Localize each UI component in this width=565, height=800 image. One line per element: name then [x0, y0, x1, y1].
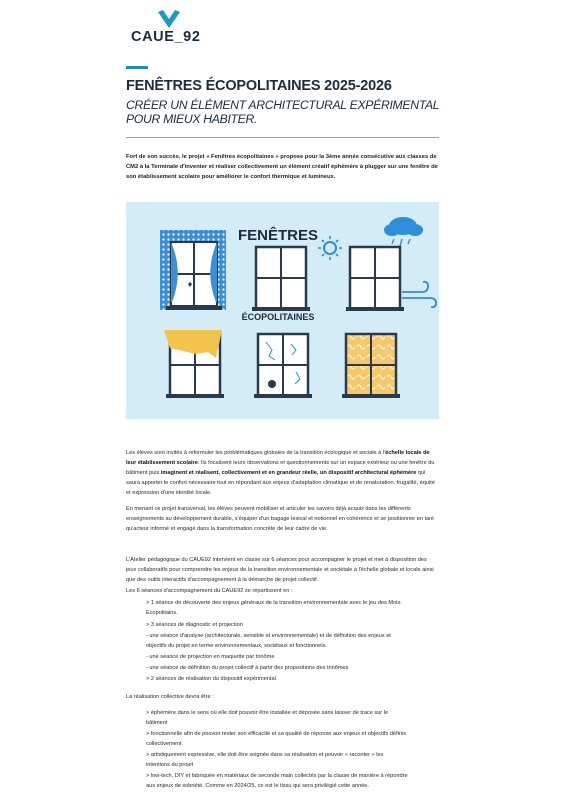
intro-paragraph: Fort de son succès, le projet « Fenêtres écopolitaines » propose pour la 3ème année consécutive aux classes de CM2 à la Terminale d'inventer et réaliser collectivement un élément créatif éphémère à plugger sur une fenêtre de son établissement scolaire pour améliorer le confort thermique et lumineux. — [126, 154, 438, 180]
page-subtitle: CRÉER UN ÉLÉMENT ARCHITECTURAL EXPÉRIMENTAL POUR MIEUX HABITER. — [126, 98, 440, 126]
realisation-item: > fonctionnelle afin de pouvoir tester son efficacité et sa qualité de réponse aux enjeux et objectifs définis — [146, 731, 407, 737]
realisation-title: La réalisation collective devra être : — [126, 694, 214, 700]
sun-icon — [318, 236, 342, 260]
session-item: - une séance d'analyse (architecturale, sensible et environnementale) et de définition des enjeux et — [146, 633, 391, 639]
session-item: - une séance de projection en maquette par trinôme — [146, 654, 275, 660]
illustration-windows — [126, 202, 439, 419]
cloud-rain-icon — [384, 217, 423, 246]
divider — [126, 137, 439, 138]
windows-illustration — [126, 202, 439, 419]
realisation-item: aux enjeux de sobriété. Comme en 2024/25, ce est le tissu qui sera privilégié cette année. — [146, 783, 369, 789]
session-item: > 2 séances de réalisation du dispositif expérimental — [146, 676, 276, 682]
p1-bold-b: échelle locale de leur établissement scolaire — [126, 450, 430, 466]
p1-text-e: qui saura apporter le confort nécessaire tout en répondant aux enjeux d'adaptation climatique et de renaturation, frugalité, équité et expression d'une identité locale. — [126, 470, 435, 496]
body-paragraph-2: En menant ce projet transversal, les élèves peuvent mobiliser et articuler les savoirs déjà acquis dans les différents enseignements au développement durable, s'équiper d'un bagage lexical et notionnel en cohérence et se positionner en tant qu'acteur informé et engagé dans la transformation concrète de leur cadre de vie. — [126, 506, 434, 532]
wind-icon — [402, 282, 436, 307]
logo-text: CAUE_92 — [131, 29, 201, 45]
session-item: > 1 séance de découverte des enjeux généraux de la transition environnementale avec le jeu des Mots — [146, 600, 401, 606]
p1-bold-d: imaginent et réalisent, collectivement et en grandeur réelle, un dispositif architectural éphémère — [160, 470, 417, 476]
p1-text-c: . Ils focalisent leurs observations et questionnements sur un espace extérieur ou une fenêtre du bâtiment puis — [126, 460, 435, 476]
accent-bar — [126, 66, 148, 69]
realisation-item: collectivement — [146, 741, 182, 747]
checkmark-logo-icon — [158, 10, 180, 30]
realisation-item: bâtiment — [146, 720, 168, 726]
page-title: FENÊTRES ÉCOPOLITAINES 2025-2026 — [126, 78, 392, 94]
session-item: Écopolitains. — [146, 610, 178, 616]
realisation-item: > low-tech, DIY et fabriquée en matériaux de seconde main collectés par la classe de manière à répondre — [146, 773, 408, 779]
window-cracked — [254, 334, 312, 398]
realisation-item: > artistiquement expressive, elle doit être soignée dans sa réalisation et pouvoir « raconter » les — [146, 752, 384, 758]
caue92-logo — [131, 10, 203, 44]
p1-text-a: Les élèves sont invités à reformuler les problématiques globales de la transition écologique et sociale à l' — [126, 450, 386, 456]
body-paragraph-3b: Les 6 séances d'accompagnement du CAUE92 se répartissent en : — [126, 588, 293, 594]
window-curtains — [160, 230, 226, 310]
realisation-item: > éphémère dans le sens où elle doit pouvoir être installée et déposée sans laisser de trace sur le — [146, 710, 389, 716]
window-patterned — [342, 334, 400, 398]
window-right-top — [346, 247, 404, 311]
realisation-item: intentions du projet — [146, 762, 194, 768]
illustration-title-top: FENÊTRES — [237, 227, 319, 244]
window-awning — [164, 330, 224, 398]
session-item: - une séance de définition du projet collectif à partir des propositions des trinômes — [146, 665, 349, 671]
body-paragraph-1 — [126, 448, 438, 498]
illustration-title-bottom: ÉCOPOLITAINES — [241, 312, 315, 322]
window-center-top — [252, 247, 310, 311]
session-item: objectifs du projet en terme environnementaux, sociétaux et fonctionnels. — [146, 643, 327, 649]
body-paragraph-3: L'Atelier pédagogique du CAUE92 intervient en classe sur 6 séances pour accompagner le projet et met à disposition des jeux collaboratifs pour comprendre les enjeux de la transition environnementale et sociétale à l'échelle globale et locale ainsi que des outils interactifs d'accompagnement à la démarche de projet collectif. — [126, 557, 434, 583]
session-item: > 3 séances de diagnostic et projection — [146, 622, 243, 628]
